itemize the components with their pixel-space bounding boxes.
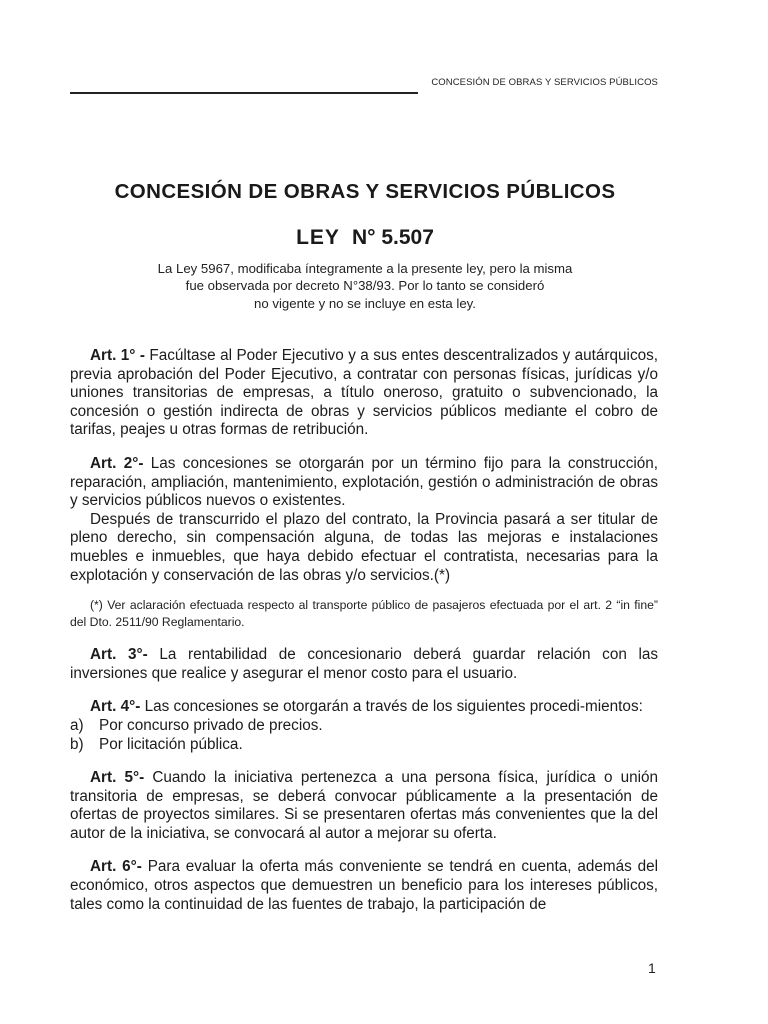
page-title: CONCESIÓN DE OBRAS Y SERVICIOS PÚBLICOS	[114, 180, 616, 203]
list-item-text: Por licitación pública.	[99, 735, 243, 753]
law-number-value: N° 5.507	[351, 226, 434, 249]
article-label: Art. 5°-	[90, 769, 145, 787]
article-text: Para evaluar la oferta más conveniente se tendrá en cuenta, además del económico, otros aspectos que demuestren un beneficio para los intereses públicos, tales como la continuidad de las fuentes de trabajo, la participación de	[70, 858, 659, 913]
list-item	[70, 717, 658, 736]
article-label: Art. 1° -	[90, 347, 145, 364]
article-label: Art. 2°-	[90, 454, 144, 472]
procedure-list	[70, 717, 658, 754]
article-text: Cuando la iniciativa pertenezca a una persona física, jurídica o unión transitoria de empresas, se deberá convocar públicamente a la presentación de ofertas de proyectos similares. Si se presentaren ofertas más convenientes que la del autor de la iniciativa, se convocará al autor a mejorar su oferta.	[70, 769, 659, 842]
page-number: 1	[648, 960, 656, 976]
article-6	[70, 858, 658, 914]
article-text: Las concesiones se otorgarán por un término fijo para la construcción, reparación, ampliación, mantenimiento, explotación, gestión o administración de obras y servicios públicos nuevos o existentes.	[70, 454, 659, 510]
note-line: fue observada por decreto N°38/93. Por lo tanto se consideró	[185, 278, 545, 294]
article-paragraph	[70, 698, 658, 717]
article-5	[70, 769, 658, 843]
article-3	[70, 646, 658, 683]
note-line: La Ley 5967, modificaba íntegramente a la presente ley, pero la misma	[157, 261, 573, 276]
article-text: La rentabilidad de concesionario deberá guardar relación con las inversiones que realice y asegurar el menor costo para el usuario.	[70, 646, 659, 682]
article-4	[70, 698, 658, 754]
document-body	[70, 347, 658, 914]
law-number	[0, 226, 730, 250]
list-item	[70, 736, 658, 755]
article-1	[70, 347, 658, 440]
list-marker: a)	[70, 716, 84, 734]
article-paragraph: Después de transcurrido el plazo del contrato, la Provincia pasará a ser titular de pleno derecho, sin compensación alguna, de todas las mejoras e instalaciones muebles e inmuebles, que haya debido efectuar el contratista, necesarias para la explotación y conservación de las obras y/o servicios.(*)	[70, 510, 658, 584]
list-marker: b)	[70, 735, 84, 753]
footnote: (*) Ver aclaración efectuada respecto al transporte público de pasajeros efectuada por el art. 2 “in fine” del Dto. 2511/90 Reglamentario.	[70, 598, 658, 630]
preamble-note	[0, 260, 730, 312]
article-text: Las concesiones se otorgarán a través de los siguientes procedi-mientos:	[144, 698, 643, 716]
article-label: Art. 6°-	[90, 858, 142, 876]
article-label: Art. 3°-	[90, 646, 148, 664]
article-paragraph	[70, 455, 658, 511]
note-line: no vigente y no se incluye en esta ley.	[254, 295, 476, 311]
article-label: Art. 4°-	[90, 698, 141, 716]
header-rule	[70, 92, 418, 94]
law-prefix: LEY	[296, 226, 340, 249]
list-item-text: Por concurso privado de precios.	[99, 716, 323, 734]
running-header: CONCESIÓN DE OBRAS Y SERVICIOS PÚBLICOS	[431, 77, 658, 88]
article-2	[70, 455, 658, 631]
article-text: Facúltase al Poder Ejecutivo y a sus entes descentralizados y autárquicos, previa aprobación del Poder Ejecutivo, a contratar con personas físicas, jurídicas y/o uniones transitorias de empresas, a título oneroso, gratuito o subvencionado, la concesión o gestión indirecta de obras y servicios públicos mediante el cobro de tarifas, peajes u otras formas de retribución.	[70, 347, 658, 439]
